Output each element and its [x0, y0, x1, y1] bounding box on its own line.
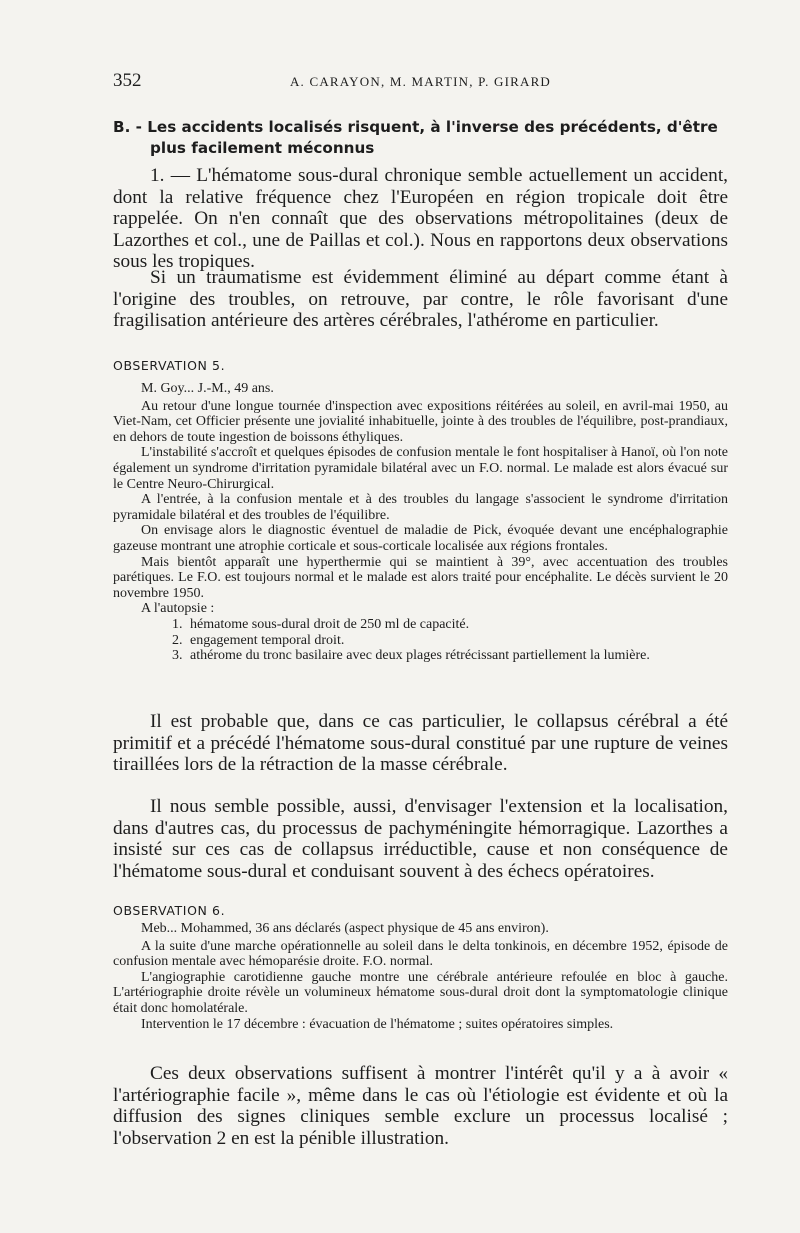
observation-6-body [113, 921, 728, 1032]
paragraph-collapsus: Il est probable que, dans ce cas particulier, le collapsus cérébral a été primitif et a précédé l'hématome sous-dural constitué par une rupture de veines tiraillées lors de la rétraction de la masse cérébrale. [113, 711, 728, 776]
section-title-line1: B. - Les accidents localisés risquent, à l'inverse des précédents, d'être [113, 118, 718, 136]
list-item: 3. athérome du tronc basilaire avec deux plages rétrécissant partiellement la lumière. [186, 648, 728, 664]
observation-5-para: L'instabilité s'accroît et quelques épisodes de confusion mentale le font hospitaliser à Hanoï, où l'on note également un syndrome d'irritation pyramidale bilatéral avec un F.O. normal. Le malade est alors évacué sur le Centre Neuro-Chirurgical. [113, 445, 728, 492]
section-title-line2: plus facilement méconnus [150, 139, 375, 157]
observation-5-para: Au retour d'une longue tournée d'inspection avec expositions réitérées au soleil, en avril-mai 1950, au Viet-Nam, cet Officier présente une jovialité inhabituelle, jointe à des troubles de l'équilibre, post-prandiaux, en dehors de toute ingestion de boissons éthyliques. [113, 398, 728, 445]
observation-5-para: A l'autopsie : [141, 601, 215, 617]
observation-5-body [113, 381, 728, 664]
page-number: 352 [113, 70, 142, 91]
observation-6-heading: OBSERVATION 6. [113, 903, 226, 918]
paragraph-conclusion: Ces deux observations suffisent à montrer l'intérêt qu'il y a à avoir « l'artériographie facile », même dans le cas où l'étiologie est évidente et où la diffusion des signes cliniques semble exclure un processus localisé ; l'observation 2 en est la pénible illustration. [113, 1063, 728, 1149]
observation-5-patient: M. Goy... J.-M., 49 ans. [141, 381, 274, 396]
observation-6-para: L'angiographie carotidienne gauche montre une cérébrale antérieure refoulée en bloc à gauche. L'artériographie droite révèle un volumineux hématome sous-dural droit dont la symptomatologie clinique était donc homolatérale. [113, 969, 728, 1016]
autopsy-list [113, 617, 728, 664]
paragraph-subdural-hematoma: 1. — L'hématome sous-dural chronique semble actuellement un accident, dont la relative fréquence chez l'Européen en région tropicale doit être rappelée. On n'en connaît que des observations métropolitaines (deux de Lazorthes et col., une de Paillas et col.). Nous en rapportons deux observations sous les tropiques. [113, 165, 728, 273]
paragraph-pachymeningitis: Il nous semble possible, aussi, d'envisager l'extension et la localisation, dans d'autres cas, du processus de pachyméningite hémorragique. Lazorthes a insisté sur ces cas de collapsus irréductible, cause et non conséquence de l'hématome sous-dural et conduisant souvent à des échecs opératoires. [113, 796, 728, 882]
observation-6-para: A la suite d'une marche opérationnelle au soleil dans le delta tonkinois, en décembre 1952, épisode de confusion mentale avec hémoparésie droite. F.O. normal. [113, 938, 728, 970]
list-item: 2. engagement temporal droit. [186, 633, 728, 649]
observation-5-heading: OBSERVATION 5. [113, 358, 226, 373]
list-item: 1. hématome sous-dural droit de 250 ml de capacité. [186, 617, 728, 633]
observation-5-para: Mais bientôt apparaît une hyperthermie qui se maintient à 39°, avec accentuation des troubles parétiques. Le F.O. est toujours normal et le malade est alors traité pour encéphalite. Le décès survient le 20 novembre 1950. [113, 554, 728, 601]
observation-6-para: Intervention le 17 décembre : évacuation de l'hématome ; suites opératoires simples. [141, 1016, 614, 1032]
observation-6-patient: Meb... Mohammed, 36 ans déclarés (aspect physique de 45 ans environ). [141, 921, 549, 936]
observation-5-para: A l'entrée, à la confusion mentale et à des troubles du langage s'associent le syndrome d'irritation pyramidale bilatéral et des troubles de l'équilibre. [113, 492, 728, 523]
page-header [113, 70, 728, 94]
running-head-authors: A. CARAYON, M. MARTIN, P. GIRARD [289, 74, 552, 89]
observation-5-para: On envisage alors le diagnostic éventuel de maladie de Pick, évoquée devant une encéphalographie gazeuse montrant une atrophie corticale et sous-corticale localisée aux régions frontales. [113, 523, 728, 554]
section-title [113, 117, 728, 159]
paragraph-trauma: Si un traumatisme est évidemment éliminé au départ comme étant à l'origine des troubles, on retrouve, par contre, le rôle favorisant d'une fragilisation antérieure des artères cérébrales, l'athérome en particulier. [113, 267, 728, 332]
